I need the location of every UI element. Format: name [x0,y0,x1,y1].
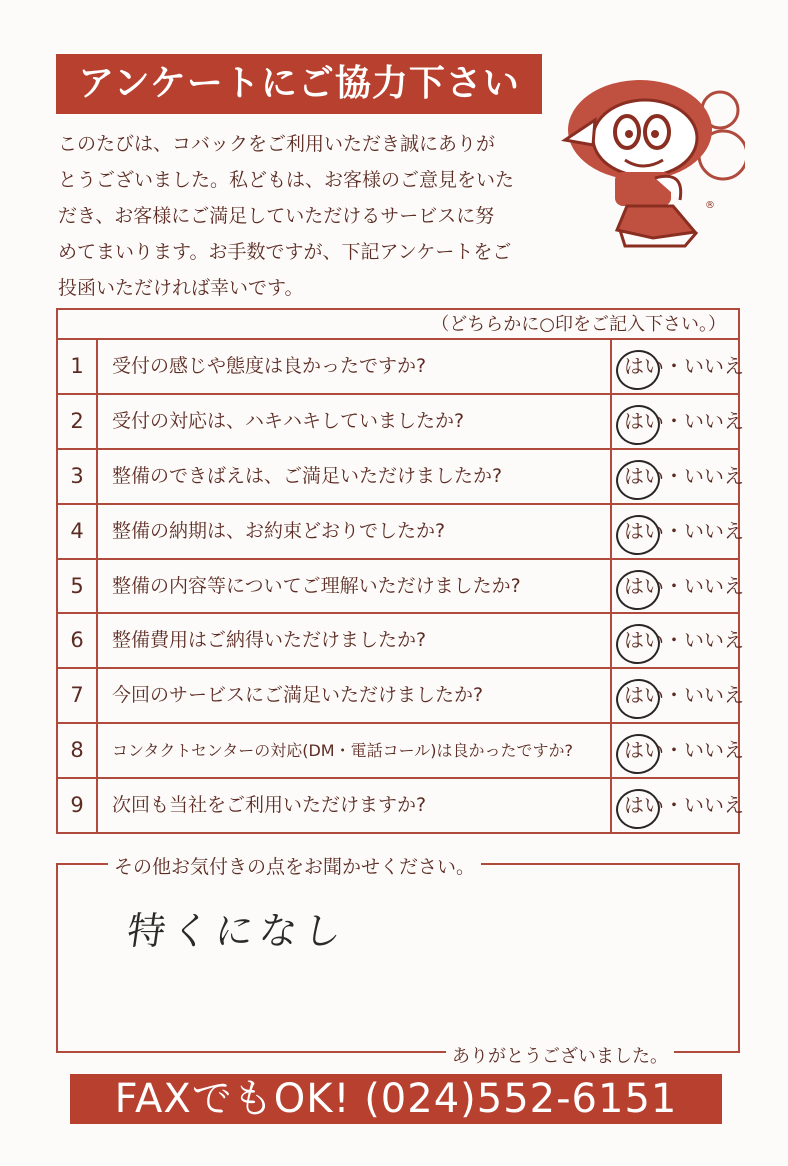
answer-yes[interactable]: はい [624,408,664,433]
comments-frame [56,860,740,1056]
answer-no[interactable]: いいえ [684,463,744,488]
intro-line: とうございました。私どもは、お客様のご意見をいた [58,169,515,191]
answer-yes[interactable]: はい [624,628,664,653]
question-text: 整備費用はご納得いただけましたか? [112,629,427,652]
question-text: 整備の納期は、お約束どおりでしたか? [112,519,446,542]
comments-label: その他お気付きの点をお聞かせください。 [108,852,481,879]
intro-line: このたびは、コバックをご利用いただき誠にありが [58,133,496,155]
answer-choice[interactable] [610,614,744,667]
comments-box[interactable] [56,856,740,1067]
answer-separator: ・ [664,793,684,818]
answer-choice[interactable] [610,779,744,834]
question-row [58,340,744,395]
question-text: 整備のできばえは、ご満足いただけましたか? [112,464,503,487]
answer-choice[interactable] [610,505,744,558]
handwritten-comment[interactable]: 特くになし [124,909,351,953]
svg-text:®: ® [705,200,715,211]
answer-separator: ・ [664,354,684,378]
answer-separator: ・ [664,738,684,763]
question-text: 受付の対応は、ハキハキしていましたか? [112,409,465,432]
answer-separator: ・ [664,463,684,488]
answer-choice[interactable] [610,340,744,393]
answer-no[interactable]: いいえ [684,683,744,708]
page-title: アンケートにご協力下さい [56,54,542,114]
question-row [58,724,744,779]
answer-yes[interactable]: はい [624,463,664,488]
answer-yes[interactable]: はい [624,573,664,598]
intro-text [58,126,558,306]
question-row [58,450,744,505]
answer-choice[interactable] [610,395,744,448]
question-number: 3 [58,450,98,503]
answer-separator: ・ [664,408,684,433]
question-row [58,560,744,615]
question-number: 4 [58,505,98,558]
question-number: 9 [58,779,98,834]
fax-banner: FAXでもOK! (024)552-6151 [70,1074,722,1124]
question-number: 7 [58,669,98,722]
question-number: 2 [58,395,98,448]
intro-line: めてまいります。お手数ですが、下記アンケートをご [58,241,512,263]
answer-yes[interactable]: はい [624,518,664,543]
answer-separator: ・ [664,683,684,708]
question-row [58,395,744,450]
question-text: 今回のサービスにご満足いただけましたか? [112,684,484,707]
mascot-icon [545,60,745,260]
answer-yes[interactable]: はい [624,793,664,818]
answer-separator: ・ [664,628,684,653]
answer-no[interactable]: いいえ [684,793,744,818]
survey-instruction: （どちらかに○印をご記入下さい。） [58,310,738,340]
answer-no[interactable]: いいえ [684,408,744,433]
answer-no[interactable]: いいえ [684,518,744,543]
answer-yes[interactable]: はい [624,683,664,708]
question-row [58,505,744,560]
question-number: 5 [58,560,98,613]
answer-no[interactable]: いいえ [684,628,744,653]
answer-choice[interactable] [610,560,744,613]
question-number: 6 [58,614,98,667]
answer-no[interactable]: いいえ [684,354,744,378]
question-text: 受付の感じや態度は良かったですか? [112,355,427,377]
intro-line: 投函いただければ幸いです。 [58,277,304,299]
question-number: 8 [58,724,98,777]
question-row [58,669,744,724]
intro-line: だき、お客様にご満足していただけるサービスに努 [58,205,495,227]
answer-separator: ・ [664,518,684,543]
answer-separator: ・ [664,573,684,598]
answer-yes[interactable]: はい [624,354,664,378]
answer-choice[interactable] [610,724,744,777]
answer-choice[interactable] [610,450,744,503]
answer-yes[interactable]: はい [624,738,664,763]
survey-table [56,308,744,834]
question-row [58,779,744,834]
answer-no[interactable]: いいえ [684,573,744,598]
question-row [58,614,744,669]
thanks-text: ありがとうございました。 [446,1042,674,1068]
question-number: 1 [58,340,98,393]
answer-no[interactable]: いいえ [684,738,744,763]
question-text: 整備の内容等についてご理解いただけましたか? [112,574,521,597]
question-text: 次回も当社をご利用いただけますか? [112,794,427,817]
answer-choice[interactable] [610,669,744,722]
question-text: コンタクトセンターの対応(DM・電話コール)は良かったですか? [112,741,574,761]
